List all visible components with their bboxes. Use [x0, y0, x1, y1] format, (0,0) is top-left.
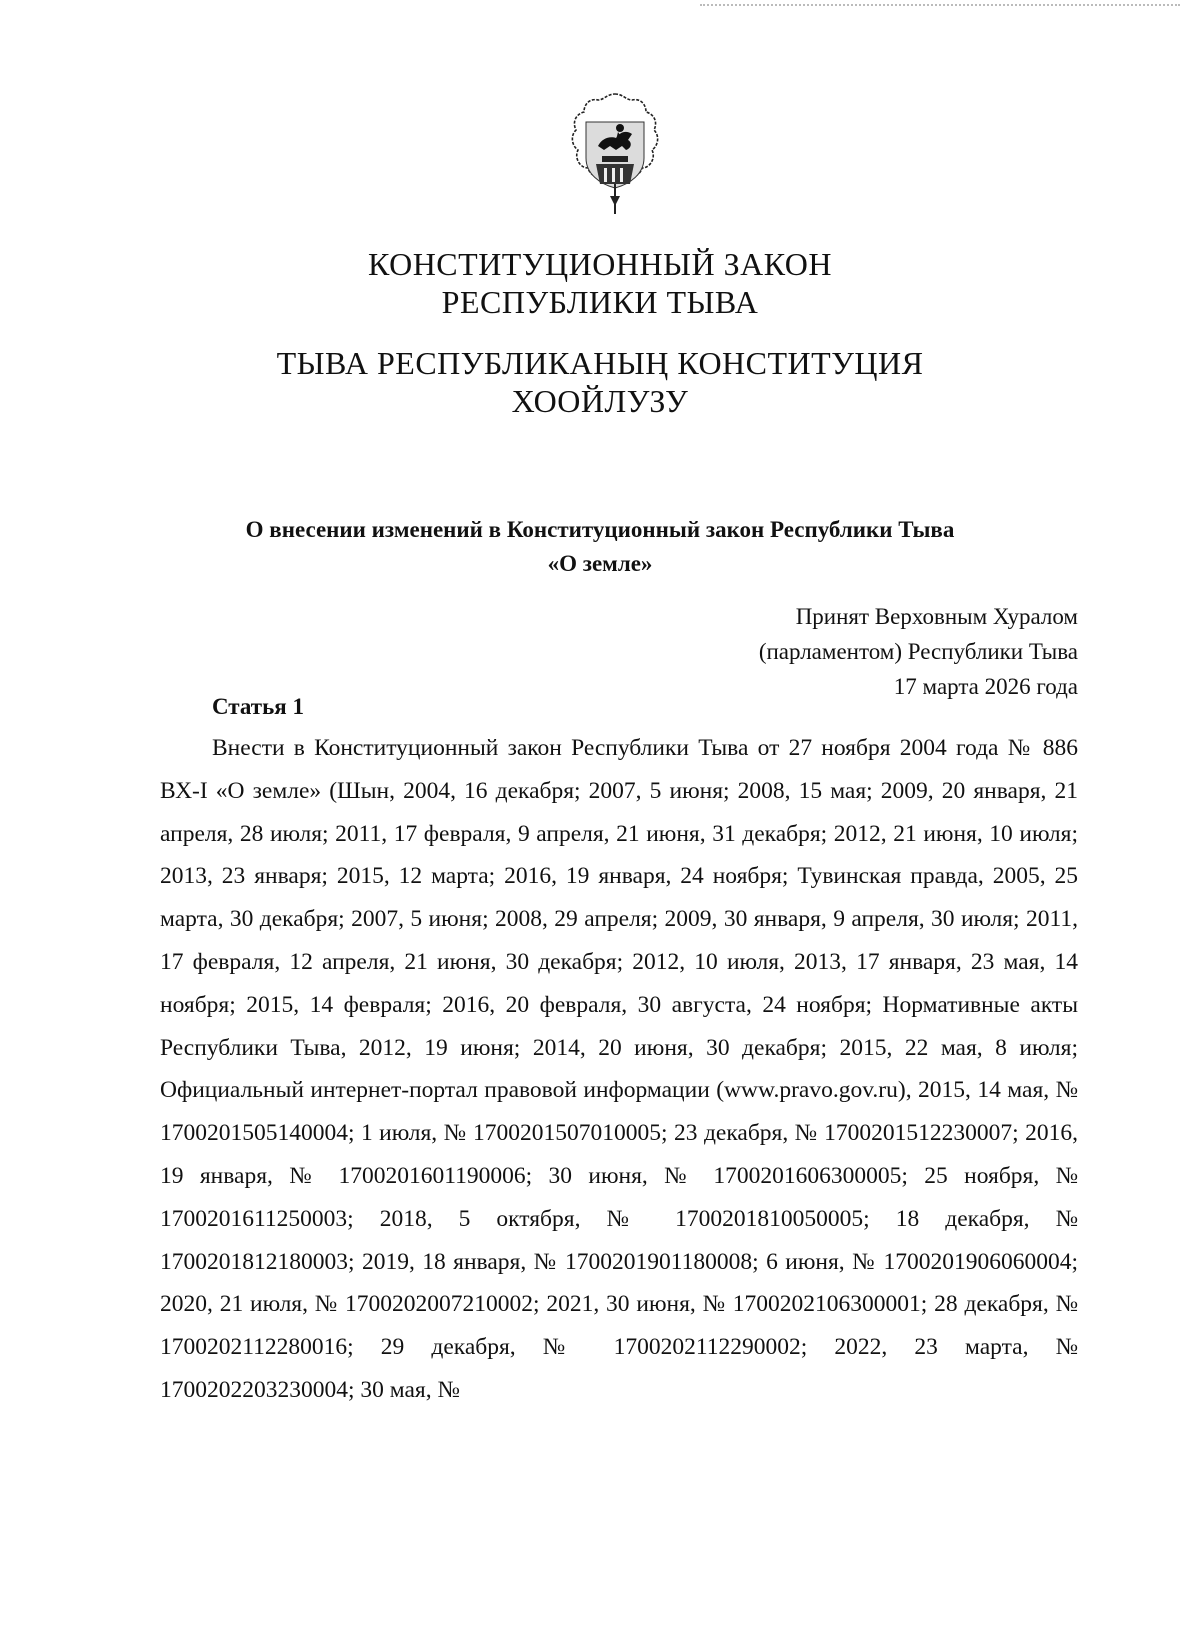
adoption-line1: Принят Верховным Хуралом	[795, 604, 1078, 629]
article-title: Статья 1	[212, 694, 304, 719]
heading-ru-line2: РЕСПУБЛИКИ ТЫВА	[441, 284, 759, 320]
adoption-note	[759, 599, 1078, 704]
adoption-date: 17 марта 2026 года	[893, 674, 1078, 699]
heading-ru-line1: КОНСТИТУЦИОННЫЙ ЗАКОН	[368, 246, 832, 282]
law-type-heading-ru	[0, 245, 1200, 321]
law-type-heading-tyv	[0, 344, 1200, 420]
heading-tyv-line1: ТЫВА РЕСПУБЛИКАНЫҢ КОНСТИТУЦИЯ	[276, 345, 924, 381]
subject-line2: «О земле»	[547, 551, 653, 576]
adoption-line2: (парламентом) Республики Тыва	[758, 639, 1078, 664]
scan-artifact	[700, 4, 1180, 12]
law-subject-title	[0, 513, 1200, 581]
coat-of-arms-icon	[560, 88, 670, 218]
article-body-text: Внести в Конституционный закон Республики Тыва от 27 ноября 2004 года № 886 ВХ-I «О земле» (Шын, 2004, 16 декабря; 2007, 5 июня; 2008, 15 мая; 2009, 20 января, 21 апреля, 28 июля; 2011, 17 февраля, 9 апреля, 21 июня, 31 декабря; 2012, 21 июня, 10 июля; 2013, 23 января; 2015, 12 марта; 2016, 19 января, 24 ноября; Тувинская правда, 2005, 25 марта, 30 декабря; 2007, 5 июня; 2008, 29 апреля; 2009, 30 января, 9 апреля, 30 июля; 2011, 17 февраля, 12 апреля, 21 июня, 30 декабря; 2012, 10 июля, 2013, 17 января, 23 мая, 14 ноября; 2015, 14 февраля; 2016, 20 февраля, 30 августа, 24 ноября; Нормативные акты Республики Тыва, 2012, 19 июня; 2014, 20 июня, 30 декабря; 2015, 22 мая, 8 июля; Официальный интернет-портал правовой информации (www.pravo.gov.ru), 2015, 14 мая, № 1700201505140004; 1 июля, № 1700201507010005; 23 декабря, № 1700201512230007; 2016, 19 января, № 1700201601190006; 30 июня, № 1700201606300005; 25 ноября, № 1700201611250003; 2018, 5 октября, № 1700201810050005; 18 декабря, № 1700201812180003; 2019, 18 января, № 1700201901180008; 6 июня, № 1700201906060004; 2020, 21 июля, № 1700202007210002; 2021, 30 июня, № 1700202106300001; 28 декабря, № 1700202112280016; 29 декабря, № 1700202112290002; 2022, 23 марта, № 1700202203230004; 30 мая, №	[160, 735, 1078, 1403]
heading-tyv-line2: ХООЙЛУЗУ	[511, 383, 689, 419]
subject-line1: О внесении изменений в Конституционный закон Республики Тыва	[245, 517, 955, 542]
